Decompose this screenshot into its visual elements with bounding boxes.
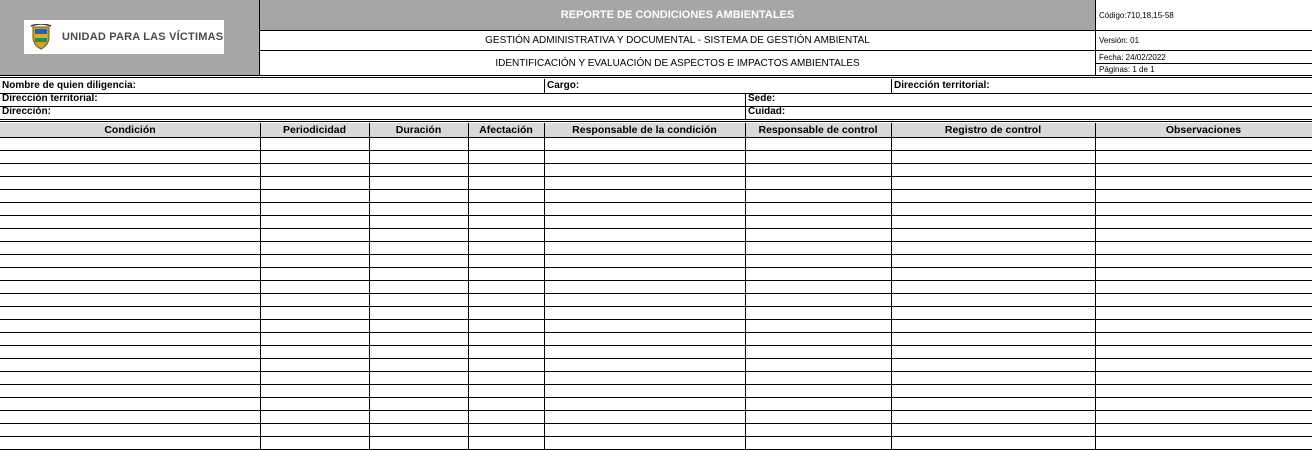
logo [24, 20, 224, 54]
table-row [0, 397, 1312, 398]
info-table-divider [0, 119, 1312, 122]
column-divider [468, 123, 469, 450]
table-row [0, 254, 1312, 255]
document-version: Versión: 01 [1096, 30, 1312, 50]
logo-cell [0, 0, 260, 75]
column-header-responsable-condicion: Responsable de la condición [544, 123, 745, 137]
table-row [0, 228, 1312, 229]
table-row [0, 306, 1312, 307]
column-divider [544, 123, 545, 450]
document-code: Código:710,18,15-58 [1099, 10, 1174, 20]
table-row [0, 384, 1312, 385]
table-row [0, 436, 1312, 437]
table-row [0, 176, 1312, 177]
table-row [0, 319, 1312, 320]
table-row [0, 410, 1312, 411]
info-divider [0, 106, 1312, 107]
column-divider [891, 123, 892, 450]
column-header-registro-control: Registro de control [891, 123, 1095, 137]
column-divider [745, 123, 746, 450]
table-row [0, 163, 1312, 164]
info-divider [544, 79, 545, 93]
table-row [0, 332, 1312, 333]
table-row [0, 267, 1312, 268]
table-row [0, 371, 1312, 372]
direccion-territorial-label: Dirección territorial: [894, 80, 990, 91]
direccion-label: Dirección: [2, 106, 51, 117]
table-row [0, 293, 1312, 294]
document-date: Fecha: 24/02/2022 [1096, 50, 1312, 63]
info-divider [745, 93, 746, 119]
column-divider [369, 123, 370, 450]
report-subtitle: GESTIÓN ADMINISTRATIVA Y DOCUMENTAL - SISTEMA DE GESTIÓN AMBIENTAL [260, 30, 1096, 50]
table-header-bottom-line [0, 137, 1312, 138]
direccion-territorial-label-2: Dirección territorial: [2, 93, 98, 104]
column-divider [260, 123, 261, 450]
column-header-observaciones: Observaciones [1095, 123, 1312, 137]
report-header [0, 0, 1312, 75]
column-header-condicion: Condición [0, 123, 260, 137]
table-row [0, 358, 1312, 359]
column-header-afectacion: Afectación [468, 123, 544, 137]
table-row [0, 280, 1312, 281]
table-row [0, 202, 1312, 203]
logo-text: UNIDAD PARA LAS VÍCTIMAS [62, 31, 224, 43]
conditions-table [0, 123, 1312, 450]
document-pages: Páginas: 1 de 1 [1096, 63, 1312, 75]
report-subject: IDENTIFICACIÓN Y EVALUACIÓN DE ASPECTOS E IMPACTOS AMBIENTALES [260, 50, 1096, 75]
sede-label: Sede: [748, 93, 776, 104]
info-divider [0, 93, 1312, 94]
info-divider [891, 79, 892, 93]
ciudad-label: Cuidad: [748, 106, 786, 117]
nombre-label: Nombre de quien diligencia: [2, 80, 136, 91]
column-header-responsable-control: Responsable de control [745, 123, 891, 137]
header-divider [0, 75, 1312, 78]
table-row [0, 189, 1312, 190]
table-row [0, 150, 1312, 151]
column-divider [1095, 123, 1096, 450]
title-cell [260, 0, 1096, 30]
table-row [0, 241, 1312, 242]
column-header-duracion: Duración [369, 123, 468, 137]
coat-of-arms-icon [30, 24, 52, 50]
column-header-periodicidad: Periodicidad [260, 123, 369, 137]
table-row [0, 345, 1312, 346]
table-row [0, 215, 1312, 216]
report-title: REPORTE DE CONDICIONES AMBIENTALES [560, 9, 795, 21]
table-row [0, 423, 1312, 424]
header-divider [1095, 0, 1096, 75]
cargo-label: Cargo: [547, 80, 580, 91]
